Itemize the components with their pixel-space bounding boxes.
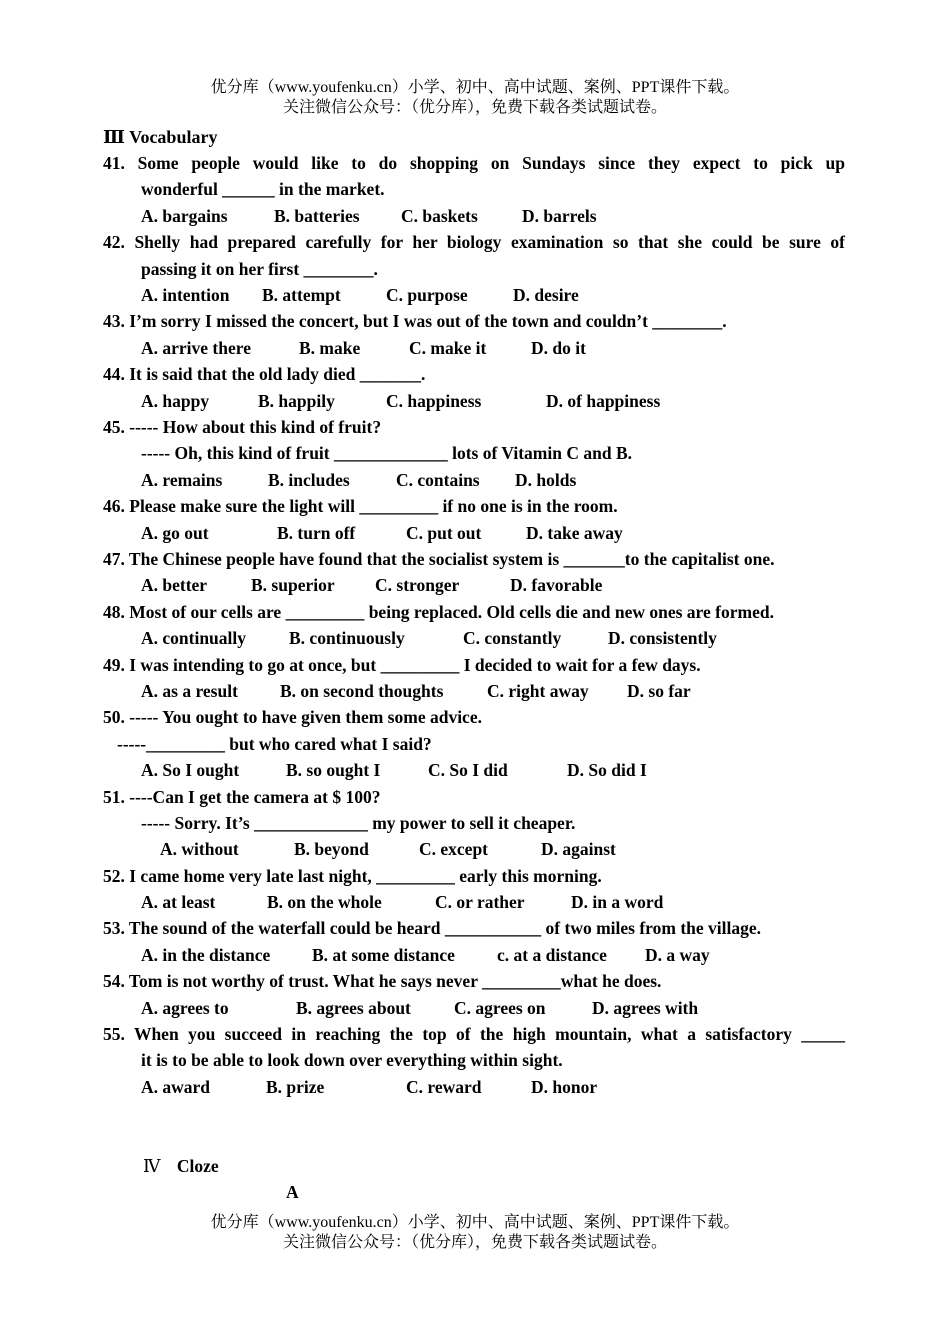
- option-d: D. holds: [515, 470, 577, 490]
- option-d: D. against: [541, 839, 616, 859]
- question-47-stem: 47. The Chinese people have found that the socialist system is _______to the capitalist one.: [103, 549, 775, 569]
- option-d: D. favorable: [510, 575, 603, 595]
- option-b: B. happily: [258, 391, 335, 411]
- option-d: D. take away: [526, 523, 623, 543]
- option-c: C. contains: [396, 470, 480, 490]
- question-41-stem-cont: wonderful ______ in the market.: [141, 179, 385, 199]
- question-51-stem-cont: ----- Sorry. It’s _____________ my power to sell it cheaper.: [141, 813, 576, 833]
- option-c: C. baskets: [401, 206, 478, 226]
- question-48-stem: 48. Most of our cells are _________ being replaced. Old cells die and new ones are formed.: [103, 602, 774, 622]
- option-d: D. honor: [531, 1077, 598, 1097]
- option-b: B. agrees about: [296, 998, 411, 1018]
- option-c: C. make it: [409, 338, 487, 358]
- option-a: A. continually: [141, 628, 247, 648]
- option-c: C. happiness: [386, 391, 482, 411]
- section-numeral: Ⅳ: [143, 1156, 161, 1176]
- option-c: C. put out: [406, 523, 482, 543]
- option-a: A. bargains: [141, 206, 228, 226]
- question-55-stem-cont: it is to be able to look down over everything within sight.: [141, 1050, 563, 1070]
- question-42-stem-cont: passing it on her first ________.: [141, 259, 378, 279]
- question-42-stem: 42. Shelly had prepared carefully for her biology examination so that she could be sure of: [103, 232, 845, 252]
- page-header-line-2: 关注微信公众号：（优分库），免费下载各类试题试卷。: [282, 99, 667, 116]
- question-52-stem: 52. I came home very late last night, _________ early this morning.: [103, 866, 602, 886]
- option-a: A. intention: [141, 285, 230, 305]
- option-a: A. better: [141, 575, 208, 595]
- option-b: B. continuously: [289, 628, 405, 648]
- option-d: D. desire: [513, 285, 579, 305]
- question-50-stem-cont: -----_________ but who cared what I said?: [117, 734, 432, 754]
- option-d: D. a way: [645, 945, 710, 965]
- section-title-cloze: [143, 1155, 219, 1177]
- option-b: B. prize: [266, 1077, 325, 1097]
- option-b: B. includes: [268, 470, 350, 490]
- page-header-line-1: 优分库（www.youfenku.cn）小学、初中、高中试题、案例、PPT课件下载。: [210, 79, 740, 96]
- option-a: A. arrive there: [141, 338, 251, 358]
- question-41-stem: 41. Some people would like to do shopping on Sundays since they expect to pick up: [103, 153, 845, 173]
- option-c: C. stronger: [375, 575, 460, 595]
- option-b: B. on the whole: [267, 892, 382, 912]
- question-54-stem: 54. Tom is not worthy of trust. What he says never _________what he does.: [103, 971, 662, 991]
- option-a: A. award: [141, 1077, 211, 1097]
- option-c: C. purpose: [386, 285, 468, 305]
- option-d: D. barrels: [522, 206, 597, 226]
- option-d: D. So did I: [567, 760, 647, 780]
- question-55-stem: 55. When you succeed in reaching the top of the high mountain, what a satisfactory _____: [103, 1024, 845, 1044]
- question-51-stem: 51. ----Can I get the camera at $ 100?: [103, 787, 381, 807]
- option-a: A. without: [160, 839, 239, 859]
- option-d: D. in a word: [571, 892, 664, 912]
- option-b: B. attempt: [262, 285, 341, 305]
- option-c: C. or rather: [435, 892, 525, 912]
- option-c: C. constantly: [463, 628, 562, 648]
- option-c: C. So I did: [428, 760, 508, 780]
- question-45-stem: 45. ----- How about this kind of fruit?: [103, 417, 382, 437]
- option-a: A. agrees to: [141, 998, 229, 1018]
- option-b: B. batteries: [274, 206, 360, 226]
- page-footer-line-1: 优分库（www.youfenku.cn）小学、初中、高中试题、案例、PPT课件下载。: [210, 1214, 740, 1231]
- option-d: D. so far: [627, 681, 691, 701]
- option-a: A. as a result: [141, 681, 238, 701]
- question-53-stem: 53. The sound of the waterfall could be heard ___________ of two miles from the village.: [103, 918, 762, 938]
- option-a: A. So I ought: [141, 760, 240, 780]
- option-c: C. reward: [406, 1077, 482, 1097]
- option-a: A. at least: [141, 892, 216, 912]
- option-b: B. turn off: [277, 523, 356, 543]
- option-b: B. so ought I: [286, 760, 381, 780]
- option-a: A. remains: [141, 470, 223, 490]
- option-a: A. in the distance: [141, 945, 271, 965]
- question-46-stem: 46. Please make sure the light will _________ if no one is in the room.: [103, 496, 618, 516]
- option-d: D. consistently: [608, 628, 717, 648]
- option-d: D. do it: [531, 338, 586, 358]
- option-b: B. make: [299, 338, 361, 358]
- option-c: C. except: [419, 839, 489, 859]
- option-a: A. go out: [141, 523, 209, 543]
- option-d: D. agrees with: [592, 998, 699, 1018]
- option-c: c. at a distance: [497, 945, 607, 965]
- option-c: C. agrees on: [454, 998, 546, 1018]
- option-d: D. of happiness: [546, 391, 661, 411]
- section-title-text: Cloze: [176, 1156, 219, 1176]
- question-49-stem: 49. I was intending to go at once, but _________ I decided to wait for a few days.: [103, 655, 701, 675]
- question-50-stem: 50. ----- You ought to have given them some advice.: [103, 707, 482, 727]
- option-b: B. on second thoughts: [280, 681, 444, 701]
- cloze-part-label: A: [286, 1182, 299, 1202]
- page-footer-line-2: 关注微信公众号：（优分库），免费下载各类试题试卷。: [282, 1234, 667, 1251]
- option-b: B. beyond: [294, 839, 369, 859]
- option-a: A. happy: [141, 391, 210, 411]
- option-b: B. at some distance: [312, 945, 455, 965]
- option-b: B. superior: [251, 575, 335, 595]
- question-45-stem-cont: ----- Oh, this kind of fruit _____________ lots of Vitamin C and B.: [141, 443, 633, 463]
- question-44-stem: 44. It is said that the old lady died _______.: [103, 364, 426, 384]
- option-c: C. right away: [487, 681, 589, 701]
- section-title-vocabulary: Ⅲ Vocabulary: [103, 127, 218, 147]
- question-43-stem: 43. I’m sorry I missed the concert, but I was out of the town and couldn’t ________.: [103, 311, 727, 331]
